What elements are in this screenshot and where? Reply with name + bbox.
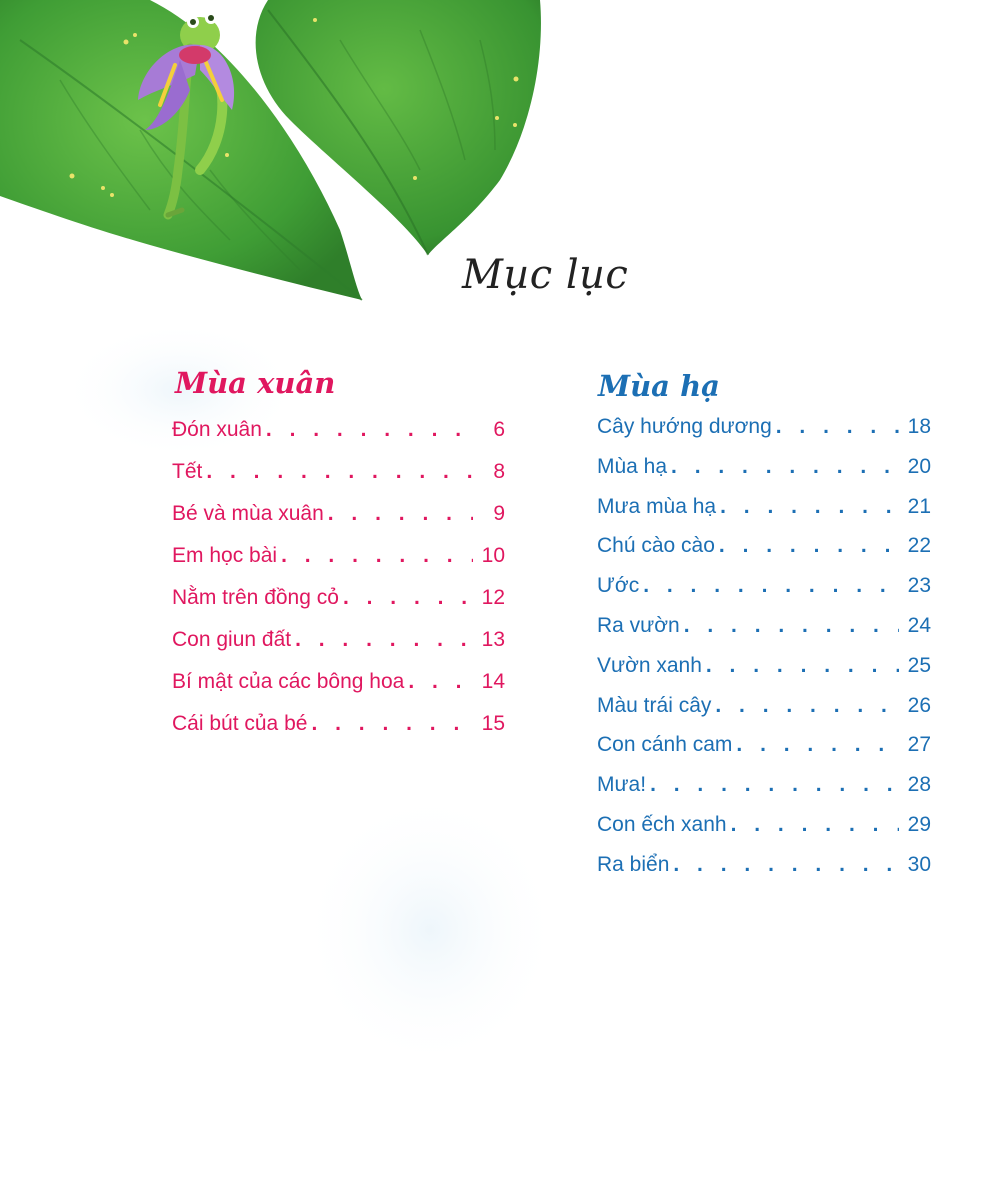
dot-leader [684,614,899,638]
dot-leader [328,502,473,526]
toc-entry[interactable] [597,733,931,773]
entry-title: Ra biển [597,852,670,876]
toc-entry[interactable] [597,495,931,535]
page-number: 13 [481,628,505,651]
page-number: 10 [481,544,505,567]
toc-entry[interactable] [597,415,931,455]
page-number: 14 [481,670,505,693]
page-number: 27 [907,733,931,757]
section-heading-summer: Mùa hạ [598,369,720,403]
page-number: 15 [481,712,505,735]
page-number: 22 [907,534,931,558]
entry-title: Mùa hạ [597,454,668,478]
toc-entry[interactable] [597,813,931,853]
entry-title: Ra vườn [597,613,680,637]
entry-title: Ước [597,574,640,598]
toc-entry[interactable] [172,670,505,712]
dot-leader [720,495,899,519]
dot-leader [673,853,899,877]
toc-entry[interactable] [172,460,505,502]
entry-title: Nằm trên đồng cỏ [172,586,339,609]
entry-title: Cây hướng dương [597,415,772,438]
section-heading-spring: Mùa xuân [175,366,336,400]
dot-leader [715,694,899,718]
toc-list-summer [597,415,931,893]
toc-entry[interactable] [172,586,505,628]
dot-leader [719,534,899,558]
page-number: 24 [907,613,931,637]
page-number: 18 [907,415,931,438]
toc-entry[interactable] [172,502,505,544]
toc-entry[interactable] [172,418,505,460]
entry-title: Chú cào cào [597,534,715,558]
entry-title: Cái bút của bé [172,712,308,735]
dot-leader [281,544,473,568]
page-number: 28 [907,773,931,797]
page-number: 21 [907,494,931,518]
toc-list-spring [172,418,505,754]
entry-title: Bí mật của các bông hoa [172,670,405,693]
dot-leader [736,733,899,757]
page-number: 26 [907,693,931,717]
page-number: 6 [493,418,505,441]
dot-leader [731,813,899,837]
dot-leader [266,418,473,442]
entry-title: Đón xuân [172,418,262,441]
toc-entry[interactable] [597,455,931,495]
entry-title: Con giun đất [172,628,292,651]
toc-entry[interactable] [597,773,931,813]
dot-leader [671,455,899,479]
page-number: 23 [907,574,931,598]
entry-title: Màu trái cây [597,693,712,717]
entry-title: Em học bài [172,544,278,567]
toc-entry[interactable] [597,654,931,694]
entry-title: Mưa mùa hạ [597,494,717,518]
page-number: 29 [907,812,931,836]
dot-leader [206,460,473,484]
toc-entry[interactable] [597,534,931,574]
dot-leader [643,574,899,598]
page-title: Mục lục [462,252,629,298]
toc-entry[interactable] [597,614,931,654]
dot-leader [706,654,899,678]
dot-leader [343,586,473,610]
page-number: 8 [493,460,505,483]
dot-leader [311,712,473,736]
entry-title: Con ếch xanh [597,812,727,836]
entry-title: Con cánh cam [597,733,733,757]
dot-leader [776,415,899,439]
toc-entry[interactable] [172,712,505,754]
dot-leader [408,670,473,694]
toc-entry[interactable] [172,544,505,586]
dot-leader [295,628,473,652]
toc-entry[interactable] [172,628,505,670]
entry-title: Tết [172,460,203,483]
entry-title: Vườn xanh [597,653,702,677]
page-number: 9 [493,502,505,525]
entry-title: Bé và mùa xuân [172,502,324,525]
toc-entry[interactable] [597,853,931,893]
dot-leader [650,773,899,797]
page-number: 20 [907,454,931,478]
page-number: 25 [907,653,931,677]
page-number: 30 [907,852,931,876]
toc-entry[interactable] [597,694,931,734]
page-number: 12 [481,586,505,609]
toc-entry[interactable] [597,574,931,614]
entry-title: Mưa! [597,773,647,797]
